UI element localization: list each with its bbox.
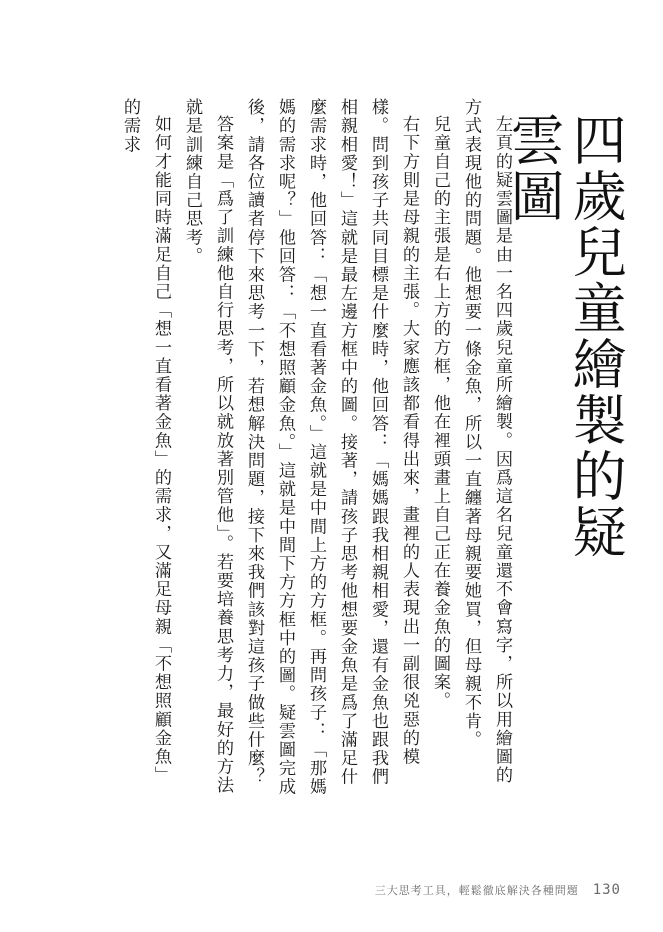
chapter-heading: 四歲兒童繪製的疑雲圖	[502, 112, 628, 560]
paragraph-intro: 左頁的疑雲圖是由一名四歲兒童所繪製。因爲這名兒童還不會寫字，所以用繪圖的方式表現他的問題。他想要一條金魚，所以一直纏著母親要她買，但母親不肯。	[461, 98, 512, 785]
paragraph-child-claim: 兒童自己的主張是右上方的方框，他在裡頭畫上自己正在養金魚的圖案。	[430, 115, 450, 711]
page-number: 130	[592, 882, 621, 898]
paragraph-answer: 答案是「爲了訓練他自行思考，所以就放著別管他」。若要培養思考力，最好的方法就是訓練自己思考。	[182, 98, 233, 795]
paragraph-mother-claim: 右下方則是母親的主張。大家應該都看得出來，畫裡的人表現出一副很兇惡的模樣。問到孩子共同目標是什麼時，他回答：「媽媽跟我相親相愛，還有金魚也跟我們相親相愛！」這就是最左邊方框中的圖。接著，請孩子思考他想要金魚是爲了滿足什麼需求時，他回答：「想一直看著金魚。」這就是中間上方的方框。再問孩子：「那媽媽的需求呢？」他回答：「不想照顧金魚。」這就是中間下方方框中的圖。疑雲圖完成後，請各位讀者停下來思考一下，若想解決問題，接下來我們該對這孩子做些什麼？	[244, 98, 419, 797]
body-text	[114, 98, 517, 798]
page-footer	[375, 882, 621, 898]
paragraph-question: 如何才能同時滿足自己「想一直看著金魚」的需求，又滿足母親「不想照顧金魚」的需求	[120, 98, 171, 785]
running-footer-title: 三大思考工具，輕鬆徹底解決各種問題	[374, 884, 579, 897]
